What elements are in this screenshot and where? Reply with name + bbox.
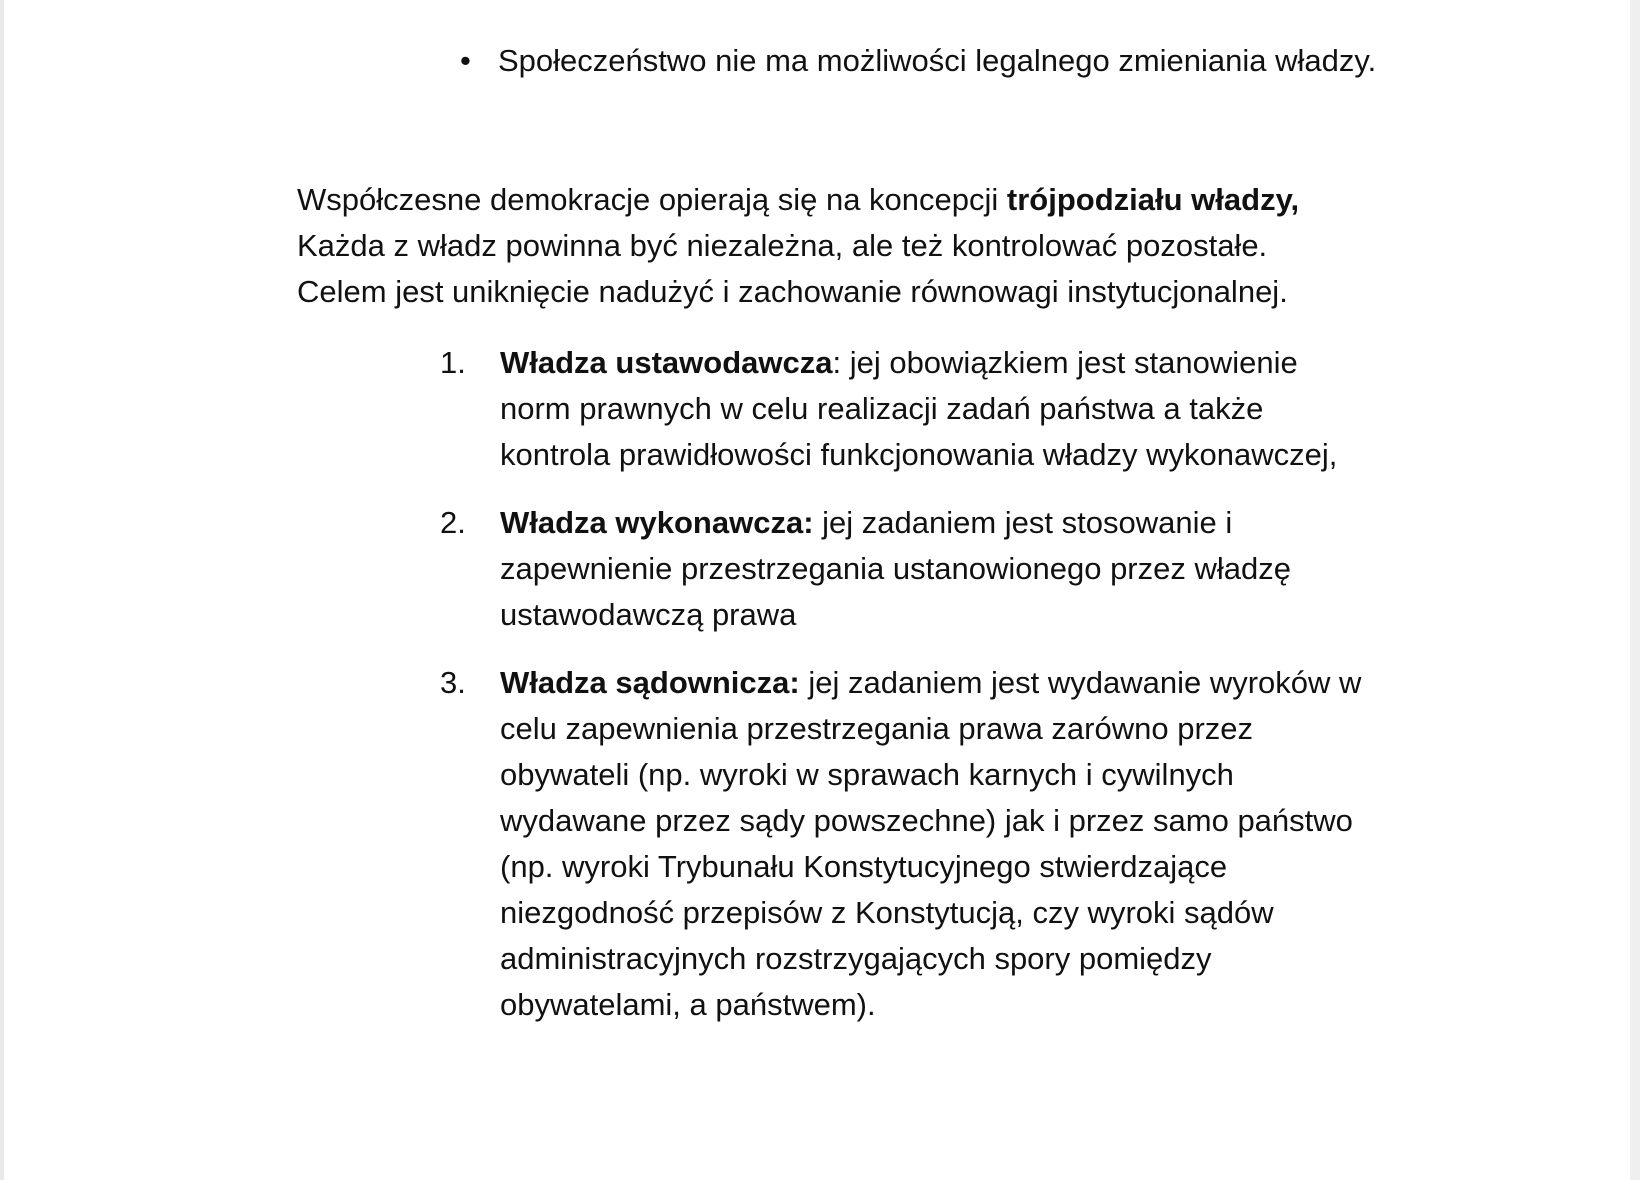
list-line: kontrola prawidłowości funkcjonowania władzy wykonawczej, bbox=[500, 437, 1338, 472]
numbered-list bbox=[440, 340, 1440, 1050]
list-line: administracyjnych rozstrzygających spory pomiędzy bbox=[500, 941, 1212, 976]
list-item-text bbox=[500, 500, 1440, 638]
list-line: ustawodawczą prawa bbox=[500, 597, 797, 632]
list-line bbox=[500, 500, 1440, 546]
list-number: 3. bbox=[440, 665, 466, 700]
list-item-text bbox=[500, 660, 1440, 1028]
list-line: (np. wyroki Trybunału Konstytucyjnego stwierdzające bbox=[500, 849, 1228, 884]
intro-text: Współczesne demokracje opierają się na koncepcji bbox=[297, 182, 1007, 217]
list-number: 2. bbox=[440, 505, 466, 540]
list-item-judicial bbox=[440, 660, 1440, 1028]
list-text: jej zadaniem jest wydawanie wyroków w bbox=[799, 665, 1362, 700]
intro-paragraph bbox=[297, 177, 1447, 315]
list-item-executive bbox=[440, 500, 1440, 638]
list-text: : jej obowiązkiem jest stanowienie bbox=[832, 345, 1298, 380]
intro-line-2: Każda z władz powinna być niezależna, ale też kontrolować pozostałe. bbox=[297, 228, 1268, 263]
list-line: obywatelami, a państwem). bbox=[500, 987, 876, 1022]
list-line: wydawane przez sądy powszechne) jak i przez samo państwo bbox=[500, 803, 1353, 838]
list-line: norm prawnych w celu realizacji zadań państwa a także bbox=[500, 391, 1264, 426]
list-term: Władza wykonawcza: bbox=[500, 505, 814, 540]
list-text: jej zadaniem jest stosowanie i bbox=[813, 505, 1233, 540]
list-line: zapewnienie przestrzegania ustanowionego przez władzę bbox=[500, 551, 1291, 586]
intro-line-1 bbox=[297, 177, 1447, 223]
list-line: celu zapewnienia przestrzegania prawa zarówno przez bbox=[500, 711, 1254, 746]
intro-bold-term: trójpodziału władzy, bbox=[1006, 182, 1300, 217]
bullet-item bbox=[460, 38, 1376, 84]
intro-line-3: Celem jest uniknięcie nadużyć i zachowanie równowagi instytucjonalnej. bbox=[297, 274, 1288, 309]
list-line bbox=[500, 660, 1440, 706]
list-line bbox=[500, 340, 1440, 386]
list-line: niezgodność przepisów z Konstytucją, czy wyroki sądów bbox=[500, 895, 1274, 930]
list-line: obywateli (np. wyroki w sprawach karnych i cywilnych bbox=[500, 757, 1234, 792]
list-term: Władza ustawodawcza bbox=[500, 345, 833, 380]
list-item-legislative bbox=[440, 340, 1440, 478]
bullet-icon: • bbox=[460, 43, 471, 78]
list-item-text bbox=[500, 340, 1440, 478]
bullet-text: Społeczeństwo nie ma możliwości legalnego zmieniania władzy. bbox=[498, 43, 1377, 78]
list-number: 1. bbox=[440, 345, 466, 380]
list-term: Władza sądownicza: bbox=[500, 665, 800, 700]
